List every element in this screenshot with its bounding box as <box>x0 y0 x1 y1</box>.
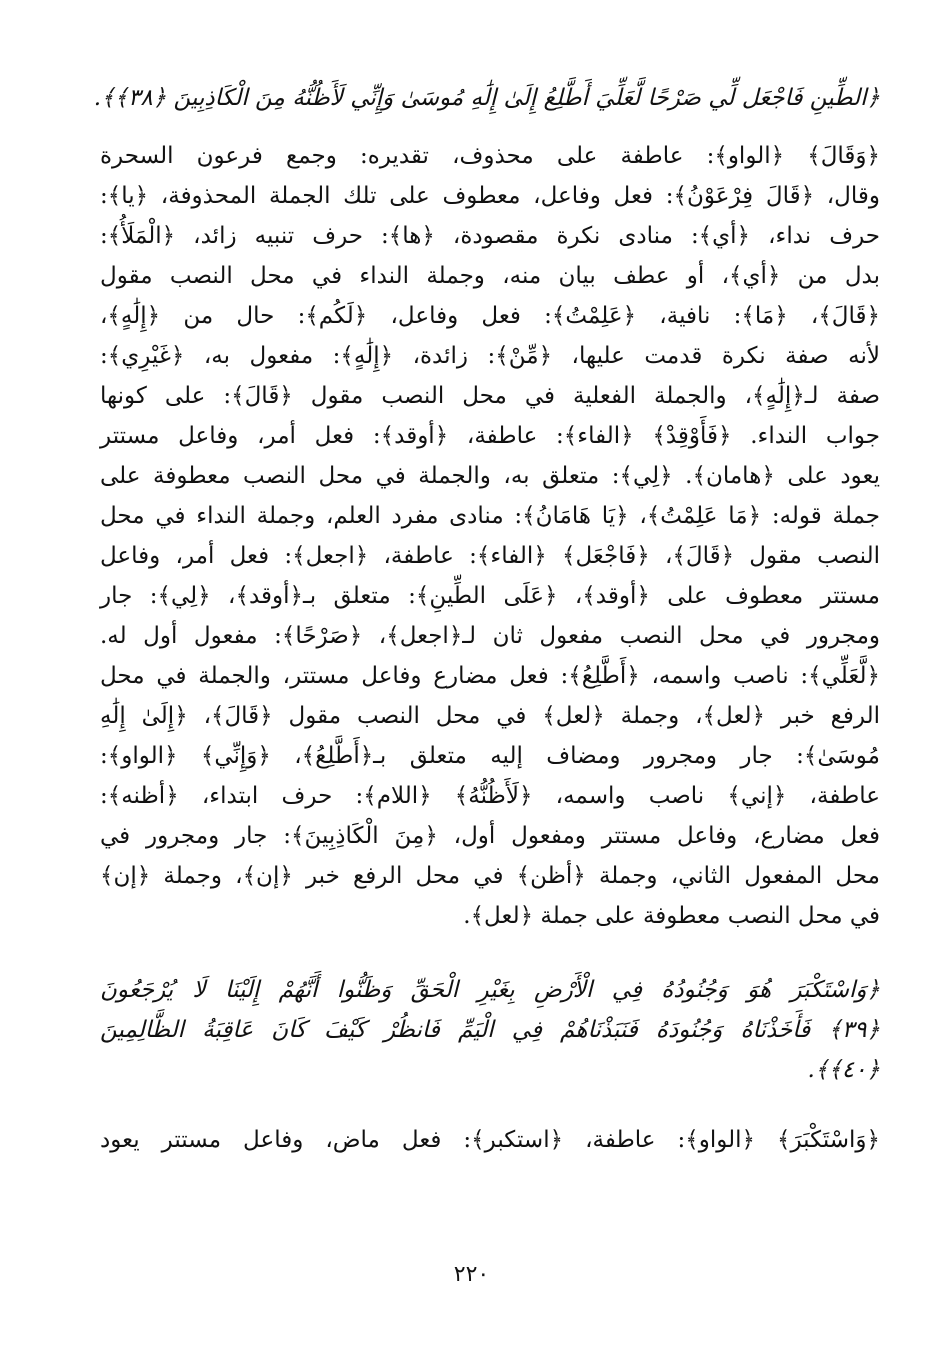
commentary-line: فعل مضارع، وفاعل مستتر ومفعول أول، ﴿مِنَ الْكَاذِبِينَ﴾: جار ومجرور في <box>100 823 880 849</box>
verse-line: ﴿٤٠﴾﴾. <box>807 1057 880 1083</box>
commentary-line: النصب مقول ﴿قَالَ﴾، ﴿فَاجْعَل﴾ ﴿الفاء﴾: عاطفة، ﴿اجعل﴾: فعل أمر، وفاعل <box>100 543 880 569</box>
commentary-line: يعود على ﴿هامان﴾. ﴿لِي﴾: متعلق به، والجملة في محل النصب معطوفة على <box>100 463 880 489</box>
verse-block-2 <box>100 970 880 1090</box>
commentary-line: حرف نداء، ﴿أي﴾: منادى نكرة مقصودة، ﴿ها﴾: حرف تنبيه زائد، ﴿الْمَلَأُ﴾: <box>100 223 880 249</box>
commentary-line: مُوسَىٰ﴾: جار ومجرور ومضاف إليه متعلق بـ﴿أَطَّلِعُ﴾، ﴿وَإِنِّي﴾ ﴿الواو﴾: <box>100 743 880 769</box>
commentary-line: جواب النداء. ﴿فَأَوْقِدْ﴾ ﴿الفاء﴾: عاطفة، ﴿أوقد﴾: فعل أمر، وفاعل مستتر <box>100 423 880 449</box>
commentary-line: ﴿وَاسْتَكْبَرَ﴾ ﴿الواو﴾: عاطفة، ﴿استكبر﴾: فعل ماض، وفاعل مستتر يعود <box>100 1127 880 1153</box>
commentary-block-2 <box>100 1120 880 1160</box>
commentary-line: صفة لـ﴿إِلَٰهٍ﴾، والجملة الفعلية في محل النصب مقول ﴿قَالَ﴾: على كونها <box>100 383 880 409</box>
page-number: ٢٢٠ <box>453 1262 490 1287</box>
commentary-line: في محل النصب معطوفة على جملة ﴿لعل﴾. <box>463 903 880 929</box>
commentary-line: جملة قوله: ﴿مَا عَلِمْتُ﴾، ﴿يَا هَامَانُ﴾: منادى مفرد العلم، وجملة النداء في محل <box>100 503 880 529</box>
verse-line: ﴿٣٩﴾ فَأَخَذْنَاهُ وَجُنُودَهُ فَنَبَذْنَاهُمْ فِي الْيَمِّ فَانظُرْ كَيْفَ كَانَ عَاقِبَةُ الظَّالِمِينَ <box>100 1017 880 1043</box>
commentary-line: ومجرور في محل النصب مفعول ثان لـ﴿اجعل﴾، ﴿صَرْحًا﴾: مفعول أول له. <box>100 623 880 649</box>
commentary-line: بدل من ﴿أي﴾، أو عطف بيان منه، وجملة النداء في محل النصب مقول <box>100 263 880 289</box>
commentary-block-1 <box>100 136 880 936</box>
verse-block-top <box>93 78 880 118</box>
verse-line: ﴿وَاسْتَكْبَرَ هُوَ وَجُنُودُهُ فِي الْأَرْضِ بِغَيْرِ الْحَقِّ وَظَنُّوا أَنَّهُمْ إِلَيْنَا لَا يُرْجَعُونَ <box>100 977 880 1003</box>
commentary-line: وقال، ﴿قَالَ فِرْعَوْنُ﴾: فعل وفاعل، معطوف على تلك الجملة المحذوفة، ﴿يا﴾: <box>100 183 880 209</box>
commentary-line: ﴿قَالَ﴾، ﴿مَا﴾: نافية، ﴿عَلِمْتُ﴾: فعل وفاعل، ﴿لَكُم﴾: حال من ﴿إِلَٰهٍ﴾، <box>100 303 880 329</box>
commentary-line: الرفع خبر ﴿لعل﴾، وجملة ﴿لعل﴾ في محل النصب مقول ﴿قَالَ﴾، ﴿إِلَىٰ إِلَٰهِ <box>100 703 880 729</box>
commentary-line: لأنه صفة نكرة قدمت عليها، ﴿مِّنْ﴾: زائدة، ﴿إِلَٰهٍ﴾: مفعول به، ﴿غَيْرِي﴾: <box>100 343 880 369</box>
commentary-line: محل المفعول الثاني، وجملة ﴿أظن﴾ في محل الرفع خبر ﴿إن﴾، وجملة ﴿إن﴾ <box>100 863 880 889</box>
page-content <box>93 78 880 1160</box>
commentary-line: عاطفة، ﴿إني﴾ ناصب واسمه، ﴿لَأَظُنُّهُ﴾ ﴿اللام﴾: حرف ابتداء، ﴿أظنه﴾: <box>100 783 880 809</box>
commentary-line: ﴿وَقَالَ﴾ ﴿الواو﴾: عاطفة على محذوف، تقديره: وجمع فرعون السحرة <box>100 143 880 169</box>
commentary-line: ﴿لَّعَلِّي﴾: ناصب واسمه، ﴿أَطَّلِعُ﴾: فعل مضارع وفاعل مستتر، والجملة في محل <box>100 663 880 689</box>
verse-line: ﴿الطِّينِ فَاجْعَل لِّي صَرْحًا لَّعَلِّيَ أَطَّلِعُ إِلَىٰ إِلَٰهِ مُوسَىٰ وَإِنِّي لَأَظُنُّهُ مِنَ الْكَاذِبِينَ ﴿٣٨﴾﴾. <box>93 85 880 111</box>
commentary-line: مستتر معطوف على ﴿أوقد﴾، ﴿عَلَى الطِّينِ﴾: متعلق بـ﴿أوقد﴾، ﴿لِي﴾: جار <box>100 583 880 609</box>
